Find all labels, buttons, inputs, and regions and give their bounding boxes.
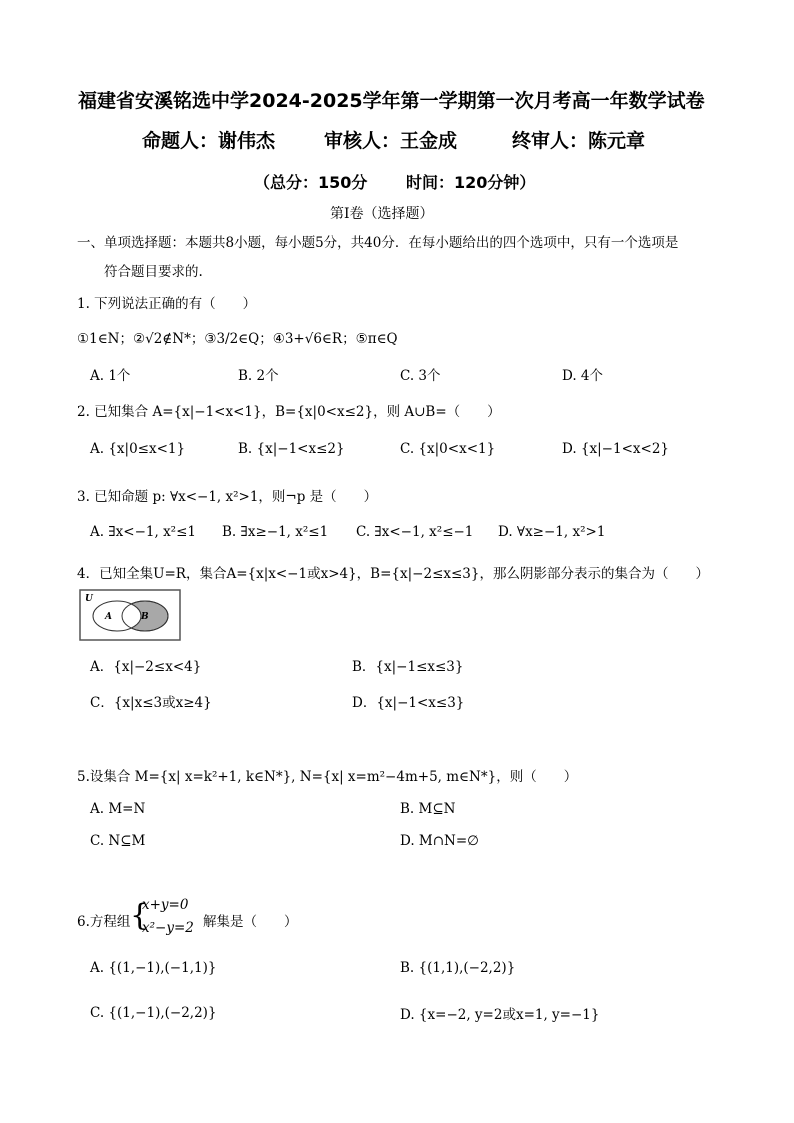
question-1-option-b[interactable]: B. 2个 (238, 368, 279, 384)
question-2-option-d[interactable]: D. {x|−1<x<2} (562, 441, 669, 457)
question-5-stem: 5.设集合 M={x| x=k²+1, k∈N*}, N={x| x=m²−4m+5, m∈N*}，则（ ） (77, 769, 578, 785)
question-2-stem: 2. 已知集合 A={x|−1<x<1}，B={x|0<x≤2}，则 A∪B=（ ） (77, 404, 501, 420)
question-4-option-d[interactable]: D．{x|−1<x≤3} (352, 695, 465, 711)
venn-label-a: A (105, 612, 112, 622)
venn-set-a (93, 601, 141, 631)
question-3-option-c[interactable]: C. ∃x<−1, x²≤−1 (356, 524, 474, 540)
question-2-option-b[interactable]: B. {x|−1<x≤2} (238, 441, 345, 457)
question-3-option-b[interactable]: B. ∃x≥−1, x²≤1 (222, 524, 329, 540)
final-reviewer-label: 终审人：陈元章 (512, 130, 646, 152)
question-2-option-a[interactable]: A. {x|0≤x<1} (90, 441, 186, 457)
question-6-option-b[interactable]: B. {(1,1),(−2,2)} (400, 960, 516, 976)
question-3-stem: 3. 已知命题 p: ∀x<−1, x²>1，则¬p 是（ ） (77, 489, 378, 505)
question-1-statements: ①1∈N；②√2∉N*；③3/2∈Q；④3+√6∈R；⑤π∈Q (77, 331, 398, 347)
question-4-option-c[interactable]: C．{x|x≤3或x≥4} (90, 695, 212, 711)
question-5-option-a[interactable]: A. M=N (90, 801, 146, 817)
question-6-option-d[interactable]: D. {x=−2, y=2或x=1, y=−1} (400, 1007, 600, 1023)
question-1-option-a[interactable]: A. 1个 (90, 368, 131, 384)
question-6-option-a[interactable]: A. {(1,−1),(−1,1)} (90, 960, 217, 976)
section-title: 第Ⅰ卷（选择题） (330, 206, 434, 222)
author-label: 命题人：谢伟杰 (142, 130, 276, 152)
total-score: （总分：150分 (254, 173, 368, 192)
venn-diagram (79, 589, 181, 641)
question-5-option-b[interactable]: B. M⊆N (400, 801, 456, 817)
question-1-option-c[interactable]: C. 3个 (400, 368, 441, 384)
question-6-option-c[interactable]: C. {(1,−1),(−2,2)} (90, 1005, 217, 1021)
question-5-option-d[interactable]: D. M∩N=∅ (400, 833, 479, 849)
question-4-stem: 4．已知全集U=R，集合A={x|x<−1或x>4}，B={x|−2≤x≤3}，那么阴影部分表示的集合为（ ） (77, 566, 709, 582)
section-instruction-cont: 符合题目要求的. (104, 264, 203, 280)
question-1-option-d[interactable]: D. 4个 (562, 368, 604, 384)
question-3-option-d[interactable]: D. ∀x≥−1, x²>1 (498, 524, 606, 540)
question-4-option-a[interactable]: A．{x|−2≤x<4} (90, 659, 202, 675)
system-brace-icon: { (130, 898, 150, 933)
question-6-stem-prefix: 6.方程组 (77, 914, 131, 930)
system-equation-2: x²−y=2 (142, 920, 194, 936)
venn-label-b: B (141, 612, 149, 622)
exam-title: 福建省安溪铭选中学2024-2025学年第一学期第一次月考高一年数学试卷 (78, 90, 705, 112)
venn-label-u: U (85, 594, 93, 604)
question-6-stem-suffix: 解集是（ ） (203, 914, 298, 930)
question-2-option-c[interactable]: C. {x|0<x<1} (400, 441, 496, 457)
exam-time: 时间：120分钟） (406, 173, 536, 192)
reviewer-label: 审核人：王金成 (324, 130, 458, 152)
question-5-option-c[interactable]: C. N⊆M (90, 833, 146, 849)
question-3-option-a[interactable]: A. ∃x<−1, x²≤1 (90, 524, 196, 540)
section-instruction: 一、单项选择题：本题共8小题，每小题5分，共40分．在每小题给出的四个选项中，只有一个选项是 (77, 235, 679, 251)
system-equation-1: x+y=0 (142, 897, 189, 913)
question-1-stem: 1. 下列说法正确的有（ ） (77, 296, 257, 312)
question-4-option-b[interactable]: B．{x|−1≤x≤3} (352, 659, 464, 675)
venn-diagram-svg (79, 589, 181, 641)
